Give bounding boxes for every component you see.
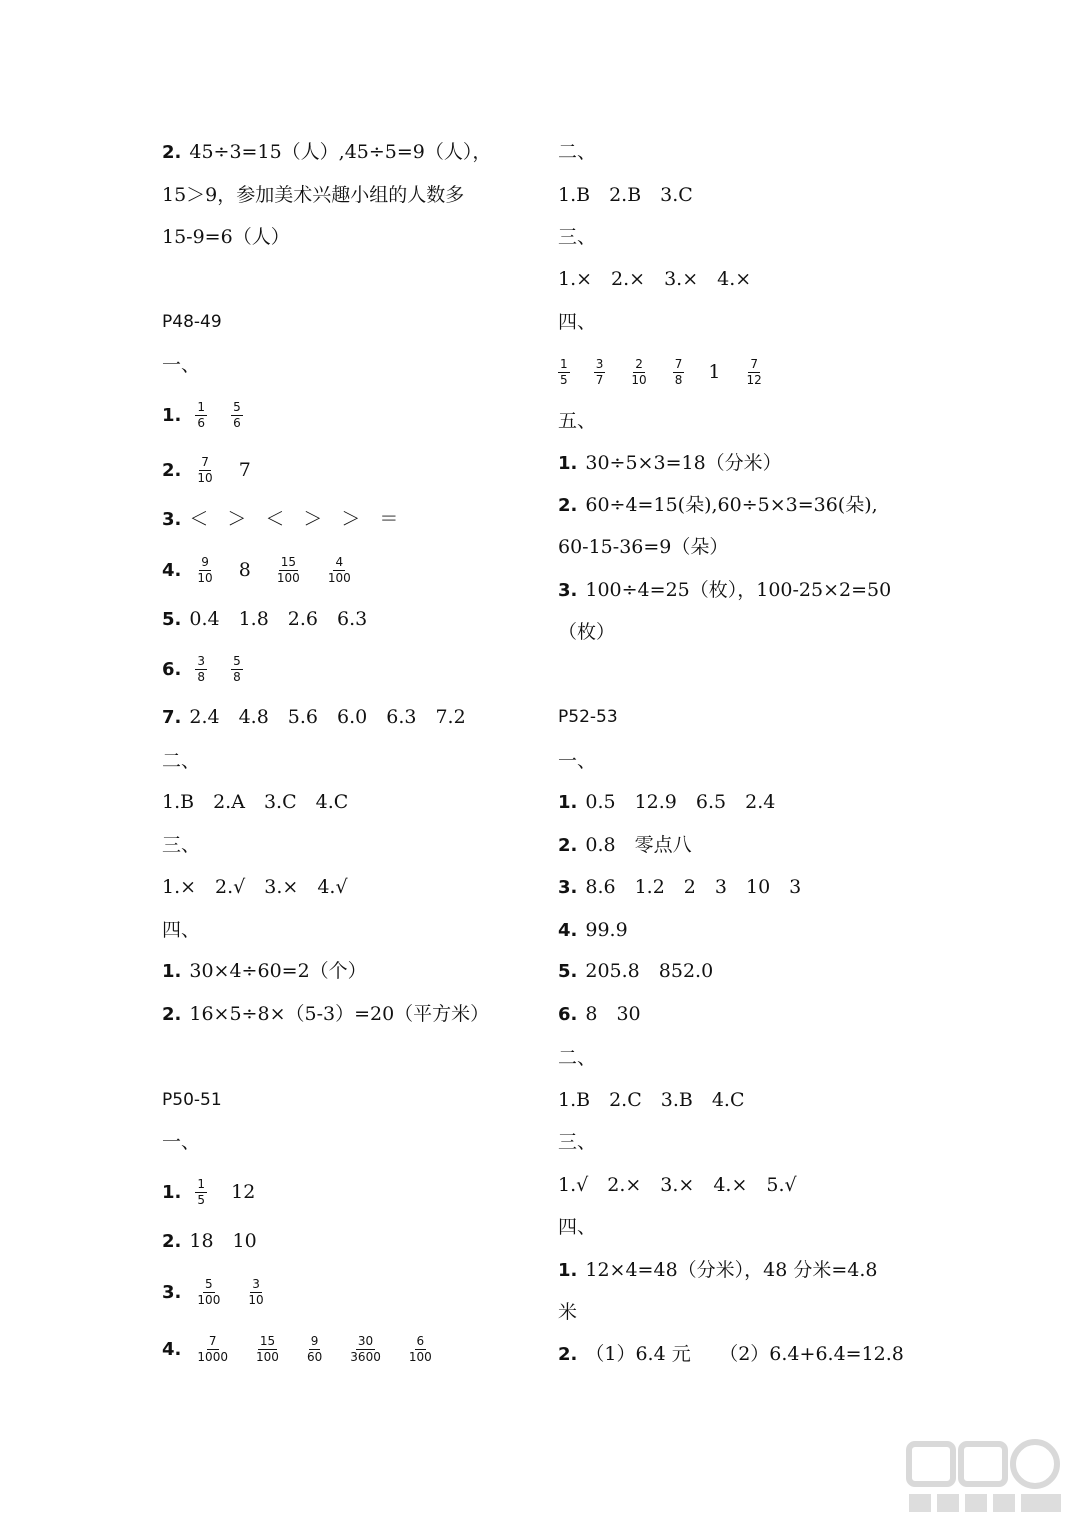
section-heading: 三、 [558,226,597,248]
fraction: $\frac{3}{7}$ [595,357,604,387]
fraction: $\frac{3}{8}$ [197,654,206,684]
fraction: $\frac{3}{10}$ [248,1277,264,1307]
fraction: $\frac{1}{5}$ [560,357,568,387]
section-heading: 三、 [558,1131,597,1153]
answer-line: 2. （1）6.4 元 （2）6.4+6.4=12.8 [558,1343,904,1365]
fraction: $\frac{9}{10}$ [197,555,213,585]
answer-line: 3. $\frac{5}{100}$ $\frac{3}{10}$ [162,1277,264,1307]
answer-line: 2. 0.8 零点八 [558,834,692,856]
fraction: $\frac{2}{10}$ [631,357,647,387]
answer-line: 6. $\frac{3}{8}$ $\frac{5}{8}$ [162,654,241,684]
section-heading: 三、 [162,834,201,856]
answer-line: 2. 18 10 [162,1230,257,1252]
answer-line: 1. 0.5 12.9 6.5 2.4 [558,791,776,813]
answer-line: 4. $\frac{9}{10}$ 8 $\frac{15}{100}$ $\frac{4}{100}$ [162,555,351,585]
fraction: $\frac{5}{8}$ [233,654,241,684]
answer-line: （枚） [558,621,616,643]
answer-line: 7. 2.4 4.8 5.6 6.0 6.3 7.2 [162,706,466,728]
answer-line: 2. 16×5÷8×（5-3）=20（平方米） [162,1003,490,1025]
page-range-heading: P50-51 [162,1090,222,1110]
fraction: $\frac{7}{12}$ [746,357,762,387]
answer-line: 1.B 2.B 3.C [558,184,693,206]
section-heading: 四、 [558,311,597,333]
answer-line: 3. 100÷4=25（枚），100-25×2=50 [558,579,892,601]
answer-line: 2. 45÷3=15（人）,45÷5=9（人）， [162,141,492,163]
answer-line: 1.× 2.× 3.× 4.× [558,268,752,290]
page-range-heading: P48-49 [162,312,222,332]
section-heading: 一、 [162,1131,201,1153]
section-heading: 二、 [162,750,201,772]
answer-line: 6. 8 30 [558,1003,641,1025]
section-heading: 四、 [162,919,201,941]
answer-line: 4. 99.9 [558,919,628,941]
fraction: $\frac{15}{100}$ [276,555,300,585]
answer-line: 米 [558,1301,578,1323]
answer-line: 15＞9，参加美术兴趣小组的人数多 [162,184,465,206]
section-heading: 四、 [558,1216,597,1238]
answer-line: 1.B 2.C 3.B 4.C [558,1089,745,1111]
section-heading: 一、 [558,750,597,772]
fraction: $\frac{15}{100}$ [256,1334,279,1364]
answer-line: 3. 8.6 1.2 2 3 10 3 [558,876,802,898]
answer-line: 1. 30×4÷60=2（个） [162,960,367,982]
section-heading: 二、 [558,141,597,163]
fraction: $\frac{7}{1000}$ [197,1334,228,1364]
fraction: $\frac{7}{10}$ [197,455,213,485]
fraction: $\frac{9}{60}$ [306,1334,323,1364]
answer-line: 15-9=6（人） [162,226,290,248]
answer-line: $\frac{1}{5}$ $\frac{3}{7}$ $\frac{2}{10}$ $\frac{7}{8}$ 1 $\frac{7}{12}$ [560,357,762,387]
answer-line: 3. ＜ ＞ ＜ ＞ ＞ ＝ [162,508,399,530]
answer-line: 1.√ 2.× 3.× 4.× 5.√ [558,1174,797,1196]
answer-line: 4. $\frac{7}{1000}$ $\frac{15}{100}$ $\frac{9}{60}$ $\frac{30}{3600}$ $\frac{6}{100}$ [162,1334,432,1364]
fraction: $\frac{5}{100}$ [197,1277,221,1307]
fraction: $\frac{1}{5}$ [197,1177,206,1207]
fraction: $\frac{30}{3600}$ [350,1334,381,1364]
section-heading: 五、 [558,410,597,432]
answer-line: 1. 12×4=48（分米），48 分米=4.8 [558,1259,878,1281]
section-heading: 二、 [558,1047,597,1069]
answer-line: 2. $\frac{7}{10}$ 7 [162,455,251,485]
fraction: $\frac{4}{100}$ [327,555,351,585]
fraction: $\frac{7}{8}$ [674,357,683,387]
fraction: $\frac{1}{6}$ [197,400,206,430]
answer-line: 60-15-36=9（朵） [558,536,729,558]
answer-line: 1.× 2.√ 3.× 4.√ [162,876,348,898]
answer-line: 5. 0.4 1.8 2.6 6.3 [162,608,368,630]
answer-line: 2. 60÷4=15(朵),60÷5×3=36(朵), [558,494,878,516]
answer-line: 1. 30÷5×3=18（分米） [558,452,782,474]
fraction: $\frac{5}{6}$ [233,400,241,430]
answer-line: 1.B 2.A 3.C 4.C [162,791,349,813]
watermark-logo-icon [905,1438,1065,1520]
answer-line: 1. $\frac{1}{5}$ 12 [162,1177,256,1207]
page-range-heading: P52-53 [558,707,618,727]
answer-line: 5. 205.8 852.0 [558,960,714,982]
section-heading: 一、 [162,354,201,376]
answer-line: 1. $\frac{1}{6}$ $\frac{5}{6}$ [162,400,241,430]
fraction: $\frac{6}{100}$ [408,1334,432,1364]
